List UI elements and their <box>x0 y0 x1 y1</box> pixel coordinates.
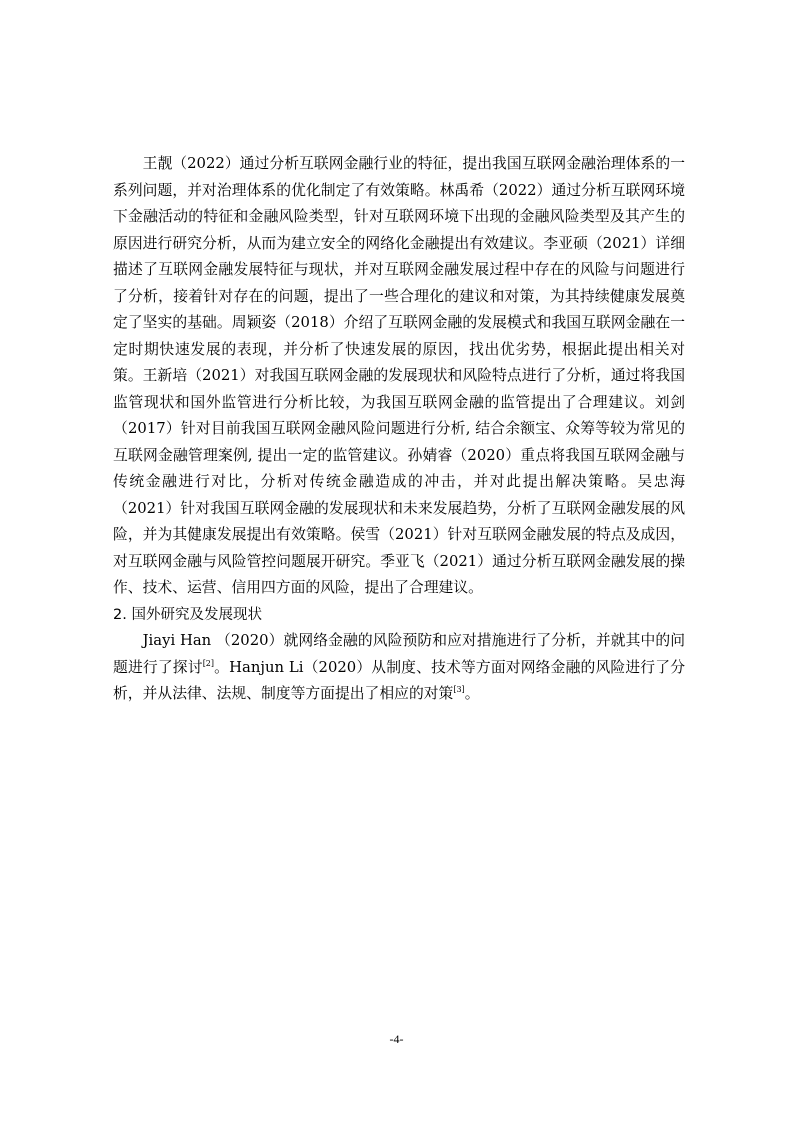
page-content <box>113 151 685 708</box>
section-heading-foreign-research: 2. 国外研究及发展现状 <box>113 606 262 623</box>
paragraph-text-part: 。Hanjun Li（2020）从制度、技术等方面对网络金融的风险进行了分析，并从法律、法规、制度等方面提出了相应的对策 <box>113 658 685 702</box>
paragraph-foreign-research <box>113 628 685 708</box>
reference-marker: [3] <box>453 685 465 694</box>
paragraph-domestic-research: 王靓（2022）通过分析互联网金融行业的特征，提出我国互联网金融治理体系的一系列问题，并对治理体系的优化制定了有效策略。林禹希（2022）通过分析互联网环境下金融活动的特征和金融风险类型，针对互联网环境下出现的金融风险类型及其产生的原因进行研究分析，从而为建立安全的网络化金融提出有效建议。李亚硕（2021）详细描述了互联网金融发展特征与现状，并对互联网金融发展过程中存在的风险与问题进行了分析，接着针对存在的问题，提出了一些合理化的建议和对策，为其持续健康发展奠定了坚实的基础。周颖姿（2018）介绍了互联网金融的发展模式和我国互联网金融在一定时期快速发展的表现，并分析了快速发展的原因，找出优劣势，根据此提出相关对策。王新培（2021）对我国互联网金融的发展现状和风险特点进行了分析，通过将我国监管现状和国外监管进行分析比较，为我国互联网金融的监管提出了合理建议。刘剑（2017）针对目前我国互联网金融风险问题进行分析, 结合余额宝、众筹等较为常见的互联网金融管理案例, 提出一定的监管建议。孙婧睿（2020）重点将我国互联网金融与传统金融进行对比，分析对传统金融造成的冲击，并对此提出解决策略。吴忠海（2021）针对我国互联网金融的发展现状和未来发展趋势，分析了互联网金融发展的风险，并为其健康发展提出有效策略。侯雪（2021）针对互联网金融发展的特点及成因，对互联网金融与风险管控问题展开研究。季亚飞（2021）通过分析互联网金融发展的操作、技术、运营、信用四方面的风险，提出了合理建议。 <box>113 155 685 596</box>
paragraph-text-part: 。 <box>464 685 480 702</box>
reference-marker: [2] <box>202 658 215 668</box>
page-number: -4- <box>389 1032 404 1046</box>
paragraph-text-part: Jiayi Han （2020）就网络金融的风险预防和应对措施进行了分析，并就其中的问题进行了探讨 <box>113 632 685 676</box>
